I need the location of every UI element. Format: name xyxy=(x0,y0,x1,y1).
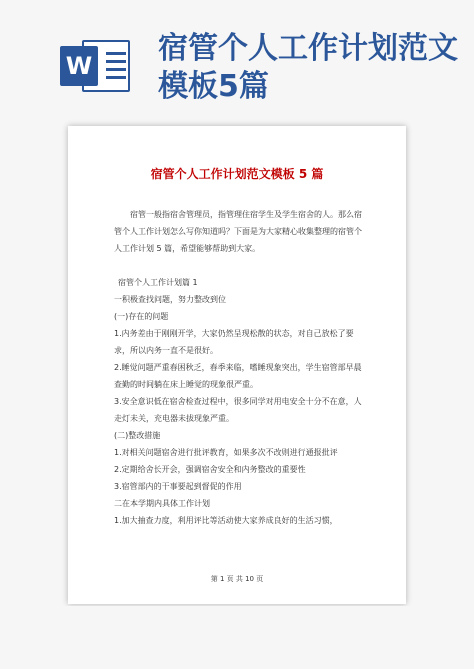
body-line: 2.定期给舍长开会，强调宿舍安全和内务整改的重要性 xyxy=(114,465,306,474)
body-line: 3.安全意识低在宿舍检查过程中，很多同学对用电安全十分不在意，人走灯未关，充电器未拔现象严重。 xyxy=(114,397,362,423)
body-line: 一积极查找问题，努力整改到位 xyxy=(114,295,226,304)
body-line: 2.睡觉问题严重春困秋乏，春季来临，嗜睡现象突出，学生宿管部早晨查勤的时间躺在床上睡觉的现象很严重。 xyxy=(114,363,362,389)
section-title: 宿管个人工作计划篇 1 xyxy=(118,278,198,287)
document-page xyxy=(68,126,406,604)
body-line: (二)整改措施 xyxy=(114,431,161,440)
word-document-icon xyxy=(60,40,132,92)
word-w-icon: W xyxy=(60,46,98,86)
document-body xyxy=(114,206,366,529)
page-number: 第 1 页 共 10 页 xyxy=(210,575,264,583)
body-line: (一)存在的问题 xyxy=(114,312,169,321)
body-line: 1.内务差由于刚刚开学，大家仍然呈现松散的状态，对自己放松了要求，所以内务一直不是很好。 xyxy=(114,329,354,355)
document-title: 宿管个人工作计划范文模板 5 篇 xyxy=(150,167,324,181)
body-line: 3.宿管部内的干事要起到督促的作用 xyxy=(114,482,242,491)
bottom-background xyxy=(0,606,474,669)
banner xyxy=(0,0,474,120)
body-line: 1.加大抽查力度，利用评比等活动使大家养成良好的生活习惯， xyxy=(114,516,338,525)
body-line: 1.对相关问题宿舍进行批评教育，如果多次不改则进行通报批评 xyxy=(114,448,338,457)
intro-paragraph: 宿管一般指宿舍管理员，指管理住宿学生及学生宿舍的人。那么宿管个人工作计划怎么写你知道吗？下面是为大家精心收集整理的宿管个人工作计划 5 篇，希望能够帮助到大家。 xyxy=(114,210,362,253)
body-line: 二在本学期内具体工作计划 xyxy=(114,499,210,508)
banner-title: 宿管个人工作计划范文模板5篇 xyxy=(158,31,458,104)
